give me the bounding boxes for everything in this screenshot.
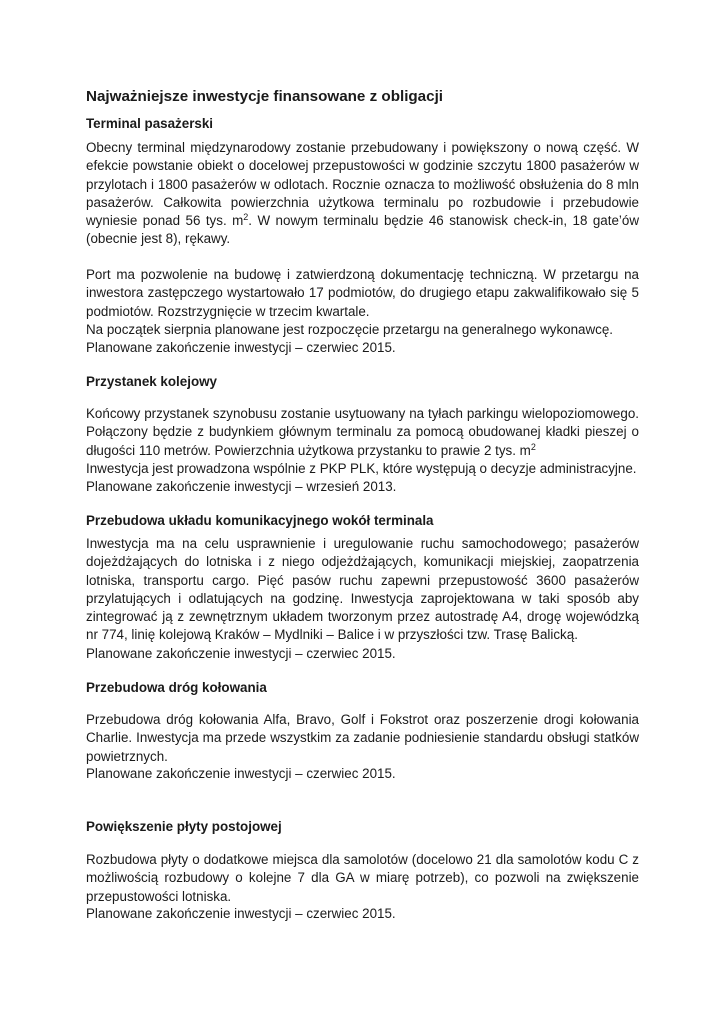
terminal-paragraph-1-text-cont: . W nowym terminalu będzie 46 stanowisk check-in, 18 gate’ów (obecnie jest 8), rękawy.: [86, 213, 639, 247]
section-heading-taxiways: Przebudowa dróg kołowania: [86, 680, 267, 695]
section-heading-stop: Przystanek kolejowy: [86, 374, 217, 389]
terminal-completion: Planowane zakończenie inwestycji – czerwiec 2015.: [86, 340, 396, 355]
document-title: Najważniejsze inwestycje finansowane z obligacji: [86, 88, 444, 105]
taxiways-paragraph-1: Przebudowa dróg kołowania Alfa, Bravo, Golf i Fokstrot oraz poszerzenie drogi kołowania Charlie. Inwestycja ma przede wszystkim za zadanie podniesienie standardu obsługi statków powietrznych.: [86, 712, 639, 764]
terminal-area-unit-superscript: 2: [243, 212, 249, 223]
section-heading-terminal: Terminal pasażerski: [86, 116, 214, 131]
roads-paragraph-1: Inwestycja ma na celu usprawnienie i uregulowanie ruchu samochodowego; pasażerów dojeżdżających do lotniska i z niego odjeżdżających, komunikacji miejskiej, zaopatrzenia lotniska, transportu cargo. Pięć pasów ruchu zapewni przepustowość 3600 pasażerów przylatujących i odlatujących na godzinę. Inwestycja zaprojektowana w taki sposób aby zintegrować ją z zewnętrznym układem tworzonym przez autostradę A4, drogę wojewódzką nr 774, linię kolejową Kraków – Mydlniki – Balice i w przyszłości tzw. Trasę Balicką.: [86, 536, 639, 643]
roads-completion: Planowane zakończenie inwestycji – czerwiec 2015.: [86, 646, 396, 661]
apron-paragraph-1: Rozbudowa płyty o dodatkowe miejsca dla samolotów (docelowo 21 dla samolotów kodu C z możliwością rozbudowy o kolejne 7 dla GA w miarę potrzeb), co pozwoli na zwiększenie przepustowości lotniska.: [86, 852, 639, 904]
section-heading-apron: Powiększenie płyty postojowej: [86, 819, 282, 834]
taxiways-completion: Planowane zakończenie inwestycji – czerwiec 2015.: [86, 766, 396, 781]
stop-paragraph-1-text: Końcowy przystanek szynobusu zostanie usytuowany na tyłach parkingu wielopoziomowego. Połączony będzie z budynkiem głównym terminalu za pomocą obudowanej kładki pieszej o długości 110 metrów. Powierzchnia użytkowa przystanku to prawie 2 tys. m: [86, 406, 639, 458]
terminal-paragraph-1-text: Obecny terminal międzynarodowy zostanie przebudowany i powiększony o nową część. W efekcie powstanie obiekt o docelowej przepustowości w godzinie szczytu 1800 pasażerów w przylotach i 1800 pasażerów w odlotach. Rocznie oznacza to możliwość obsłużenia do 8 mln pasażerów. Całkowita powierzchnia użytkowa terminalu po rozbudowie i przebudowie wyniesie ponad 56 tys. m: [86, 140, 639, 229]
terminal-paragraph-1: [86, 139, 639, 249]
terminal-paragraph-2: Port ma pozwolenie na budowę i zatwierdzoną dokumentację techniczną. W przetargu na inwestora zastępczego wystartowało 17 podmiotów, do drugiego etapu zakwalifikowało się 5 podmiotów. Rozstrzygnięcie w trzecim kwartale.: [86, 267, 639, 319]
terminal-paragraph-3: Na początek sierpnia planowane jest rozpoczęcie przetargu na generalnego wykonawcę.: [86, 322, 614, 337]
apron-completion: Planowane zakończenie inwestycji – czerwiec 2015.: [86, 906, 396, 921]
stop-completion: Planowane zakończenie inwestycji – wrzesień 2013.: [86, 479, 397, 494]
stop-paragraph-1: [86, 405, 639, 460]
section-heading-roads: Przebudowa układu komunikacyjnego wokół terminala: [86, 513, 434, 528]
stop-paragraph-2: Inwestycja jest prowadzona wspólnie z PKP PLK, które występują o decyzje administracyjne.: [86, 461, 637, 476]
stop-area-unit-superscript: 2: [530, 441, 536, 452]
